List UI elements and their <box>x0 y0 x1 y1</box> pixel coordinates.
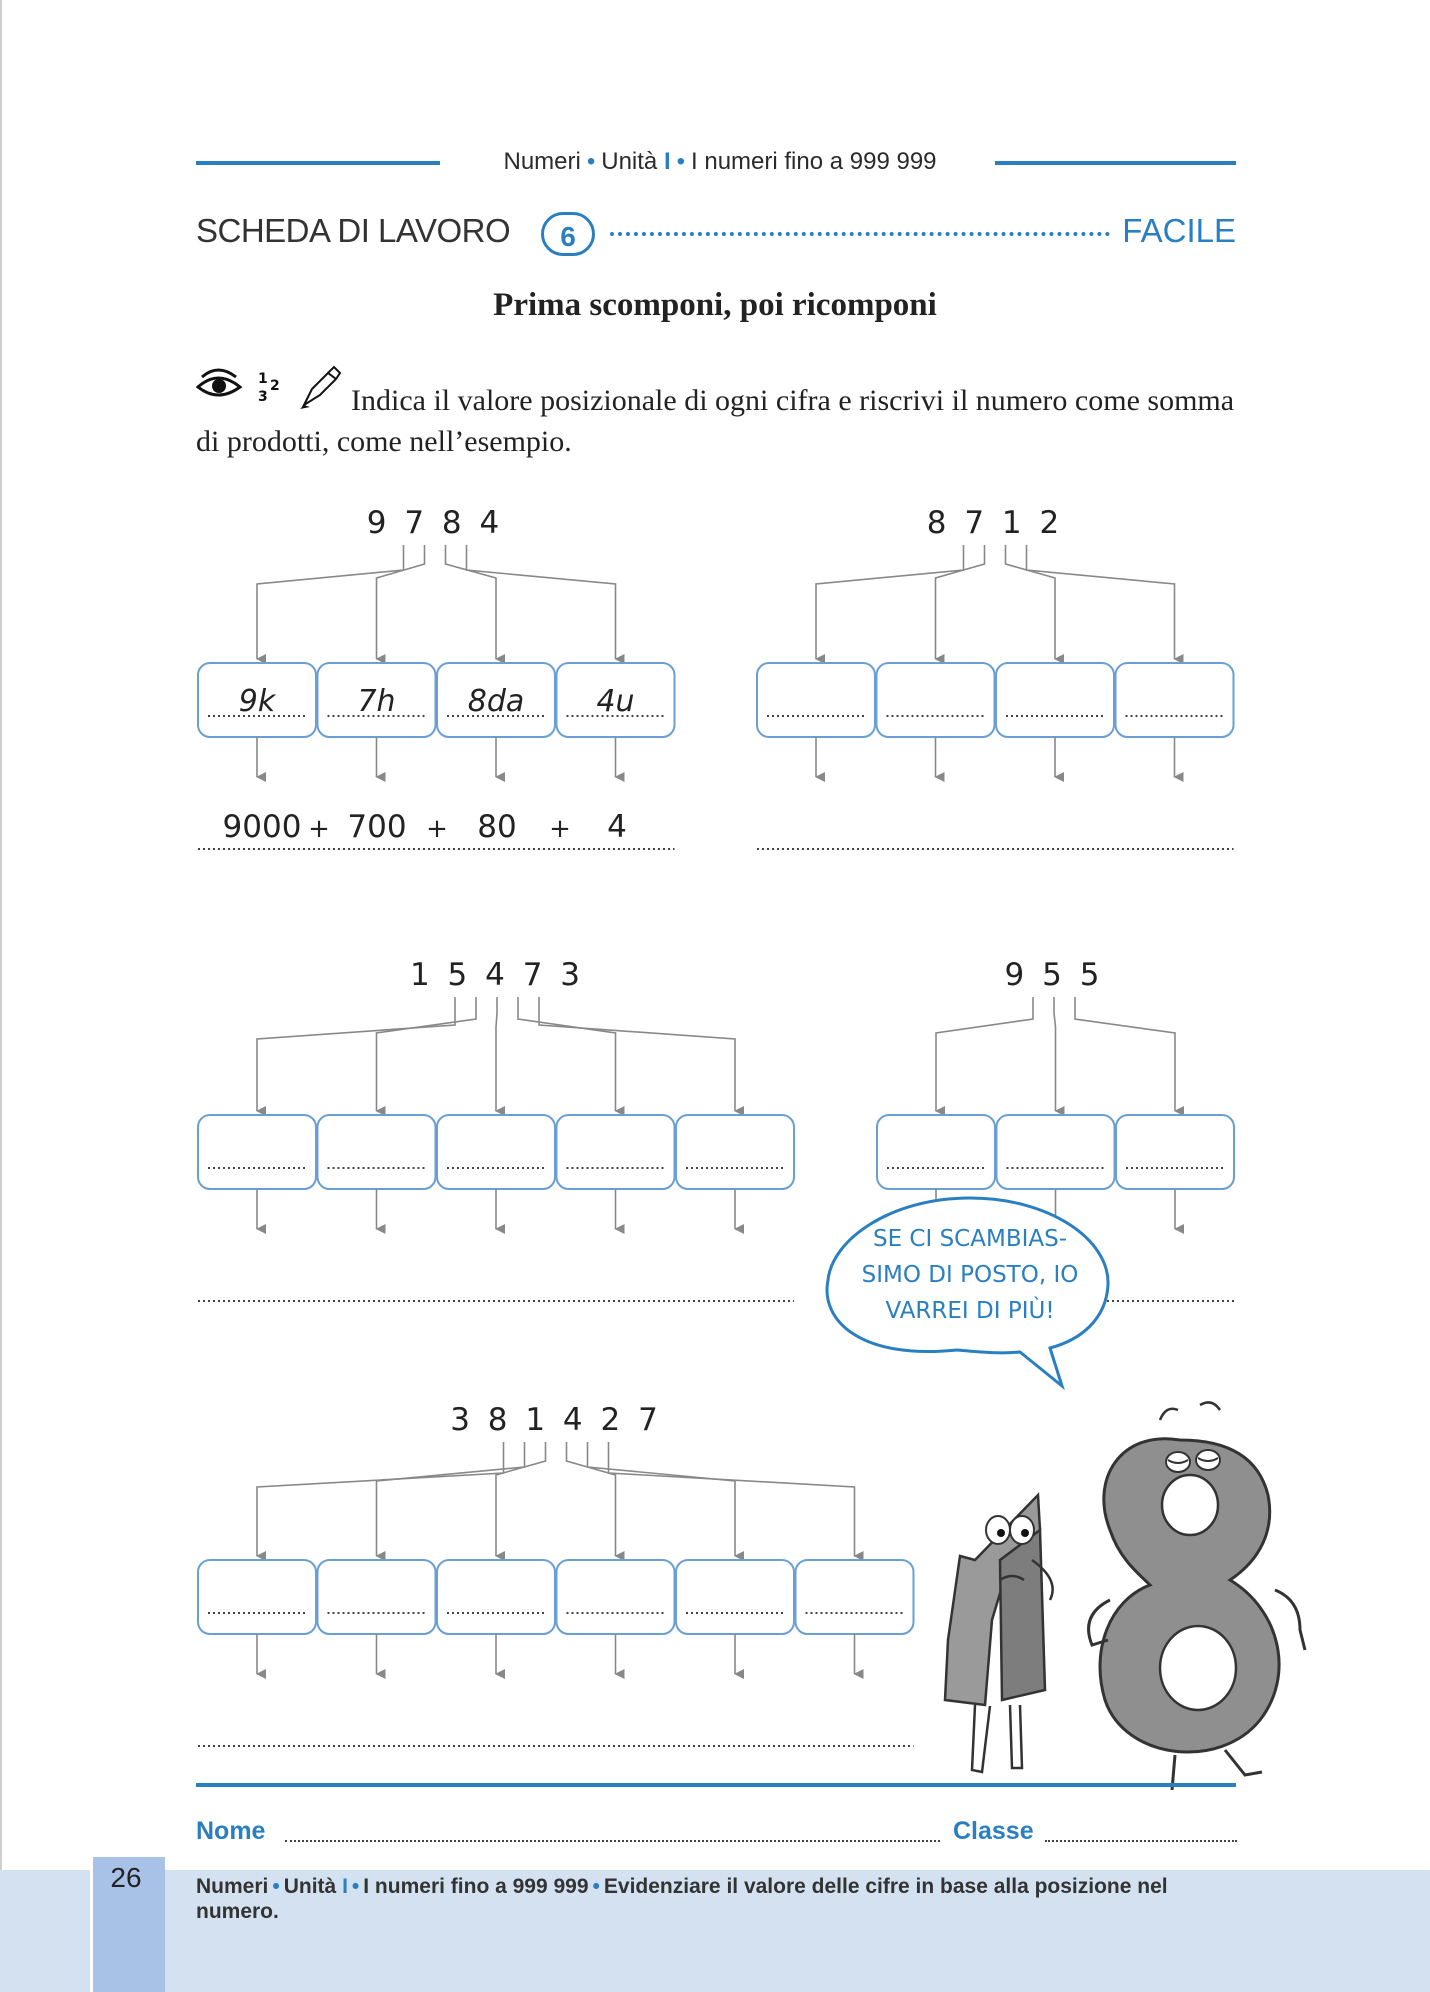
header-unit-number: I <box>663 148 671 175</box>
footer-text: Numeri • Unità I • I numeri fino a 999 999 • Evidenziare il valore delle cifre in base alla posizione nel numero. <box>196 1875 1168 1923</box>
svg-text:2: 2 <box>270 378 280 394</box>
place-value-box[interactable] <box>877 1115 995 1189</box>
speech-bubble-line1: SE CI SCAMBIAS- <box>872 1226 1068 1252</box>
place-value-answer: 7h <box>357 684 396 719</box>
instruction-text: Indica il valore posizionale di ogni cifra e riscrivi il numero come somma di prodotti, come nell’esempio. <box>196 384 1235 458</box>
result-term: 9000 <box>222 809 302 845</box>
place-value-box[interactable] <box>198 1560 316 1634</box>
exercise-number: 8 7 1 2 <box>926 505 1064 541</box>
exercise-number: 9 7 8 4 <box>366 505 504 541</box>
result-term: + <box>426 814 448 844</box>
connector-arrow <box>1075 997 1175 1111</box>
name-field[interactable] <box>285 1840 940 1842</box>
place-value-answer: 8da <box>467 684 525 719</box>
exercise-1 <box>198 505 675 849</box>
exercise-number: 3 8 1 4 2 7 <box>450 1402 662 1438</box>
number-characters-illustration <box>945 1402 1305 1790</box>
worksheet-label: SCHEDA DI LAVORO <box>196 212 511 249</box>
place-value-box[interactable] <box>997 1115 1115 1189</box>
result-term: + <box>308 814 330 844</box>
connector-arrow <box>609 1442 855 1556</box>
connector-arrow <box>1027 545 1175 659</box>
header-unit-label: Unità <box>601 148 658 175</box>
connector-arrow <box>257 997 455 1111</box>
place-value-box[interactable] <box>557 1560 675 1634</box>
place-value-box[interactable] <box>318 1115 436 1189</box>
page-number: 26 <box>110 1862 142 1893</box>
svg-text:1: 1 <box>258 371 268 387</box>
place-value-box[interactable] <box>676 1115 794 1189</box>
result-term: 700 <box>347 809 407 845</box>
connector-arrow <box>1054 997 1056 1111</box>
place-value-box[interactable] <box>1116 663 1234 737</box>
digit-eight-brows <box>1160 1402 1220 1420</box>
digit-one-legs <box>972 1705 1022 1772</box>
place-value-box[interactable] <box>557 1115 675 1189</box>
exercise-number: 1 5 4 7 3 <box>409 957 585 993</box>
worksheet-number: 6 <box>541 212 595 256</box>
digit-one-pupil <box>997 1529 1005 1537</box>
speech-bubble-line2: SIMO DI POSTO, IO <box>861 1262 1079 1288</box>
name-label: Nome <box>196 1817 266 1845</box>
class-field[interactable] <box>1045 1840 1237 1842</box>
connector-arrow <box>518 997 616 1111</box>
place-value-box[interactable] <box>877 663 995 737</box>
speech-bubble <box>827 1198 1108 1386</box>
header-breadcrumb: Numeri • Unità I • I numeri fino a 999 999 <box>503 148 937 175</box>
connector-arrow <box>257 545 404 659</box>
place-value-box[interactable] <box>796 1560 914 1634</box>
header-topic: I numeri fino a 999 999 <box>691 148 937 175</box>
place-value-box[interactable] <box>676 1560 794 1634</box>
footer-subject: Numeri <box>196 1875 269 1898</box>
exercise-2 <box>757 505 1234 849</box>
connector-arrow <box>588 1442 736 1556</box>
connector-arrow <box>257 1442 504 1556</box>
connector-arrow <box>496 997 497 1111</box>
connector-arrow <box>377 997 477 1111</box>
svg-text:3: 3 <box>258 389 268 405</box>
connector-arrow <box>377 545 425 659</box>
exercise-5 <box>198 1402 914 1746</box>
connector-arrow <box>539 997 735 1111</box>
digit-one-pupil <box>1021 1529 1029 1537</box>
result-term: 4 <box>607 809 627 845</box>
connector-arrow <box>467 545 616 659</box>
place-value-box[interactable] <box>1116 1115 1234 1189</box>
digit-eight-upper-hole <box>1162 1475 1218 1535</box>
connector-arrow <box>936 997 1033 1111</box>
footer-topic: I numeri fino a 999 999 <box>363 1875 589 1898</box>
place-value-box[interactable] <box>437 1560 555 1634</box>
header-subject: Numeri <box>503 148 581 175</box>
place-value-box[interactable] <box>437 1115 555 1189</box>
bottom-rule <box>196 1783 1236 1787</box>
digit-one-eye <box>1010 1516 1034 1544</box>
result-term: 80 <box>477 809 517 845</box>
difficulty-label: FACILE <box>1122 212 1236 249</box>
class-label: Classe <box>953 1817 1034 1845</box>
digit-eight-lower-hole <box>1160 1626 1236 1710</box>
connector-arrow <box>446 545 497 659</box>
place-value-box[interactable] <box>996 663 1114 737</box>
footer-unit-number: I <box>342 1875 348 1898</box>
connector-arrow <box>377 1442 525 1556</box>
place-value-box[interactable] <box>757 663 875 737</box>
place-value-box[interactable] <box>318 1560 436 1634</box>
digit-one-side <box>1000 1530 1045 1700</box>
footer-unit-label: Unità <box>283 1875 337 1898</box>
connector-arrow <box>1006 545 1056 659</box>
digit-eight-right-arm <box>1275 1590 1305 1650</box>
connector-arrow <box>816 545 964 659</box>
digit-one-eye <box>986 1516 1010 1544</box>
page-title: Prima scomponi, poi ricomponi <box>493 287 937 323</box>
connector-arrow <box>936 545 985 659</box>
place-value-answer: 4u <box>596 684 635 719</box>
result-term: + <box>549 814 571 844</box>
speech-bubble-line3: VARREI DI PIÙ! <box>885 1298 1055 1324</box>
place-value-box[interactable] <box>198 1115 316 1189</box>
footer-objective: Evidenziare il valore delle cifre in base alla posizione nel numero. <box>196 1875 1168 1923</box>
exercise-3 <box>198 957 794 1301</box>
place-value-answer: 9k <box>238 684 276 719</box>
exercise-number: 9 5 5 <box>1004 957 1104 993</box>
